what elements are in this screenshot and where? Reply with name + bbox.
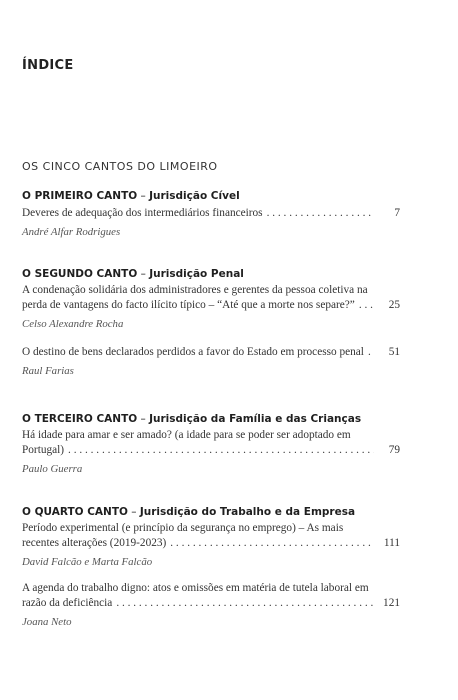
- entry-author: Celso Alexandre Rocha: [22, 318, 124, 330]
- entry-title: A condenação solidária dos administradores e gerentes da pessoa coletiva na: [22, 284, 368, 296]
- canto-name: O TERCEIRO CANTO: [22, 413, 138, 425]
- book-heading: OS CINCO CANTOS DO LIMOEIRO: [22, 160, 218, 173]
- page-number: 121: [383, 597, 400, 609]
- canto-name: O PRIMEIRO CANTO: [22, 190, 138, 202]
- page-number: 7: [394, 207, 400, 219]
- dot-leader: [368, 345, 374, 360]
- page-number: 79: [388, 444, 400, 456]
- section-terceiro-canto: [22, 413, 400, 476]
- title-separator: –: [137, 268, 150, 280]
- section-title: [22, 413, 400, 425]
- dot-leader: [267, 206, 374, 221]
- dot-leader: [68, 443, 374, 458]
- section-title: [22, 268, 400, 280]
- jurisdiction-name: Jurisdição do Trabalho e da Empresa: [139, 506, 356, 518]
- entry-title-last-line: perda de vantagens do facto ilícito típico – “Até que a morte nos separe?”: [22, 299, 355, 311]
- entry-title: Há idade para amar e ser amado? (a idade para se poder ser adoptado em: [22, 429, 351, 441]
- jurisdiction-name: Jurisdição da Família e das Crianças: [149, 413, 362, 425]
- entry-title-line: [22, 443, 400, 458]
- entry-title-line: [22, 206, 400, 221]
- page-number: 111: [383, 537, 400, 549]
- entry-title-line: [22, 596, 400, 611]
- page-number: 51: [388, 346, 400, 358]
- page-number: 25: [388, 299, 400, 311]
- toc-entry[interactable]: [22, 345, 400, 378]
- toc-entry[interactable]: [22, 428, 400, 476]
- jurisdiction-name: Jurisdição Penal: [149, 268, 244, 280]
- entry-author: Raul Farias: [22, 365, 74, 377]
- entry-title-last-line: Portugal): [22, 444, 65, 456]
- dot-leader: [170, 536, 374, 551]
- section-quarto-canto: [22, 506, 400, 629]
- dot-leader: [359, 298, 374, 313]
- toc-entry[interactable]: [22, 521, 400, 569]
- toc-entry[interactable]: [22, 283, 400, 331]
- entry-title-last-line: recentes alterações (2019-2023): [22, 537, 167, 549]
- entry-title: O destino de bens declarados perdidos a favor do Estado em processo penal: [22, 346, 364, 358]
- entry-title-line: [22, 536, 400, 551]
- toc-entry[interactable]: [22, 581, 400, 629]
- entry-title: A agenda do trabalho digno: atos e omissões em matéria de tutela laboral em: [22, 582, 369, 594]
- entry-title-line: [22, 298, 400, 313]
- toc-entry[interactable]: [22, 206, 400, 239]
- entry-title: Período experimental (e princípio da segurança no emprego) – As mais: [22, 522, 344, 534]
- canto-name: O QUARTO CANTO: [22, 506, 128, 518]
- dot-leader: [116, 596, 374, 611]
- section-segundo-canto: [22, 268, 400, 378]
- entry-author: David Falcão e Marta Falcão: [22, 556, 153, 568]
- entry-title-last-line: razão da deficiência: [22, 597, 113, 609]
- section-primeiro-canto: [22, 190, 400, 239]
- title-separator: –: [137, 413, 150, 425]
- jurisdiction-name: Jurisdição Cível: [149, 190, 240, 202]
- entry-title-line: [22, 345, 400, 360]
- page-title: ÍNDICE: [22, 58, 74, 73]
- entry-author: Joana Neto: [22, 616, 72, 628]
- section-title: [22, 506, 400, 518]
- entry-title: Deveres de adequação dos intermediários financeiros: [22, 207, 263, 219]
- entry-author: Paulo Guerra: [22, 463, 83, 475]
- title-separator: –: [137, 190, 150, 202]
- section-title: [22, 190, 400, 202]
- canto-name: O SEGUNDO CANTO: [22, 268, 138, 280]
- title-separator: –: [127, 506, 140, 518]
- entry-author: André Alfar Rodrigues: [22, 226, 121, 238]
